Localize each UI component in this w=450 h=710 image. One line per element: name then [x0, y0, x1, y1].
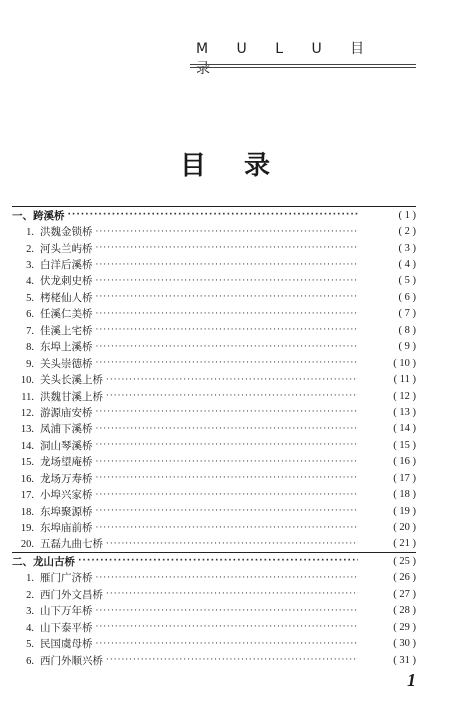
toc-entry-row[interactable] — [12, 570, 416, 586]
header-rule — [190, 64, 416, 65]
toc-page-ref: ( 28 ) — [393, 605, 416, 617]
running-header — [190, 38, 416, 77]
toc-entry-row[interactable] — [12, 503, 416, 519]
toc-leader-dots — [106, 589, 358, 599]
toc-entry-label — [12, 372, 106, 387]
toc-entry-row[interactable] — [12, 619, 416, 635]
toc-section-row[interactable] — [12, 207, 416, 223]
toc-leader-dots — [96, 639, 359, 649]
toc-page-ref: ( 21 ) — [393, 538, 416, 550]
toc-entry-row[interactable] — [12, 519, 416, 535]
toc-entry-row[interactable] — [12, 486, 416, 502]
toc-page-ref: ( 25 ) — [393, 555, 416, 567]
toc-entry-number: 5. — [26, 639, 34, 651]
toc-entry-row[interactable] — [12, 273, 416, 289]
toc-entry-title: 西门外文昌桥 — [40, 588, 103, 601]
toc-page-ref: ( 30 ) — [393, 638, 416, 650]
toc-page-ref: ( 11 ) — [393, 374, 416, 386]
toc-entry-number: 15. — [20, 457, 34, 469]
toc-entry-label — [12, 471, 96, 486]
toc-entry-number: 20. — [20, 539, 34, 551]
toc-section-row[interactable] — [12, 553, 416, 569]
toc-entry-label — [12, 273, 96, 288]
toc-entry-title: 游源庙安桥 — [40, 406, 93, 419]
toc-leader-dots — [96, 622, 359, 632]
toc-entry-title: 雁门广济桥 — [40, 572, 93, 585]
toc-entry-label — [12, 620, 96, 635]
toc-entry-title: 洪魏金锁桥 — [40, 226, 93, 239]
toc-page-ref: ( 20 ) — [393, 522, 416, 534]
toc-leader-dots — [96, 309, 359, 319]
toc-entry-title: 栲栳仙人桥 — [40, 291, 93, 304]
toc-entry-label — [12, 454, 96, 469]
toc-leader-dots — [96, 457, 359, 467]
toc-entry-title: 东埠聚源桥 — [40, 505, 93, 518]
toc-entry-number: 9. — [26, 358, 34, 370]
toc-entry-number: 12. — [20, 407, 34, 419]
toc-page-ref: ( 6 ) — [398, 291, 416, 303]
toc-entry-number: 7. — [26, 325, 34, 337]
toc-entry-row[interactable] — [12, 223, 416, 239]
toc-leader-dots — [106, 391, 358, 401]
toc-entry-number: 18. — [20, 506, 34, 518]
toc-leader-dots — [96, 276, 359, 286]
toc-entry-label — [12, 323, 96, 338]
toc-entry-label — [12, 603, 96, 618]
toc-page-ref: ( 19 ) — [393, 505, 416, 517]
toc-leader-dots — [96, 227, 359, 237]
toc-entry-row[interactable] — [12, 404, 416, 420]
toc-page-ref: ( 26 ) — [393, 572, 416, 584]
toc-entry-title: 西门外顺兴桥 — [40, 654, 103, 667]
toc-entry-title: 小埠兴家桥 — [40, 489, 93, 502]
toc-entry-label — [12, 224, 96, 239]
toc-entry-title: 龙场万寿桥 — [40, 472, 93, 485]
toc-entry-row[interactable] — [12, 371, 416, 387]
toc-entry-title: 河头兰屿桥 — [40, 242, 93, 255]
toc-entry-label — [12, 421, 96, 436]
toc-leader-dots — [96, 606, 359, 616]
toc-entry-row[interactable] — [12, 586, 416, 602]
toc-entry-number: 16. — [20, 473, 34, 485]
toc-page-ref: ( 29 ) — [393, 621, 416, 633]
toc-leader-dots — [96, 407, 359, 417]
toc-leader-dots — [96, 440, 359, 450]
toc-entry-number: 19. — [20, 523, 34, 535]
toc-entry-row[interactable] — [12, 388, 416, 404]
toc-entry-row[interactable] — [12, 355, 416, 371]
toc-entry-number: 5. — [26, 292, 34, 304]
toc-entry-title: 关头长溪上桥 — [40, 374, 103, 387]
toc-page-ref: ( 31 ) — [393, 654, 416, 666]
toc-entry-title: 民国虞母桥 — [40, 638, 93, 651]
toc-entry-label — [12, 241, 96, 256]
toc-entry-row[interactable] — [12, 421, 416, 437]
toc-entry-row[interactable] — [12, 470, 416, 486]
toc-entry-title: 洪魏甘溪上桥 — [40, 390, 103, 403]
toc-entry-number: 14. — [20, 440, 34, 452]
toc-entry-label — [12, 438, 96, 453]
toc-page-ref: ( 10 ) — [393, 357, 416, 369]
toc-leader-dots — [96, 506, 359, 516]
toc-page-ref: ( 13 ) — [393, 406, 416, 418]
toc-entry-label — [12, 520, 96, 535]
toc-entry-row[interactable] — [12, 306, 416, 322]
toc-entry-number: 6. — [26, 309, 34, 321]
toc-entry-title: 关头崇德桥 — [40, 357, 93, 370]
toc-entry-number: 4. — [26, 276, 34, 288]
toc-leader-dots — [106, 655, 358, 665]
toc-entry-row[interactable] — [12, 322, 416, 338]
toc-entry-number: 4. — [26, 622, 34, 634]
toc-page-ref: ( 1 ) — [398, 209, 416, 221]
toc-leader-dots — [78, 556, 358, 566]
toc-entry-title: 佳溪上宅桥 — [40, 324, 93, 337]
toc-entry-title: 五磊九曲七桥 — [40, 538, 103, 551]
toc-leader-dots — [96, 424, 359, 434]
toc-page-ref: ( 9 ) — [398, 341, 416, 353]
header-rule-double — [190, 67, 416, 68]
toc-entry-label — [12, 653, 106, 668]
toc-entry-number: 8. — [26, 342, 34, 354]
toc-page-ref: ( 17 ) — [393, 472, 416, 484]
toc-leader-dots — [96, 260, 359, 270]
toc-entry-row[interactable] — [12, 437, 416, 453]
toc-entry-row[interactable] — [12, 603, 416, 619]
toc-entry-title: 龙场望庵桥 — [40, 456, 93, 469]
toc-section-title: 二、龙山古桥 — [12, 555, 75, 568]
toc-entry-label — [12, 570, 96, 585]
toc-entry-title: 山下万年桥 — [40, 605, 93, 618]
toc-entry-number: 11. — [21, 391, 34, 403]
toc-entry-number: 3. — [26, 260, 34, 272]
toc-entry-label — [12, 536, 106, 551]
toc-entry-title: 东埠上溪桥 — [40, 341, 93, 354]
toc-entry-label — [12, 257, 96, 272]
toc-page-ref: ( 27 ) — [393, 588, 416, 600]
toc-entry-row[interactable] — [12, 256, 416, 272]
toc-leader-dots — [96, 358, 359, 368]
toc-entry-title: 伏龙刺史桥 — [40, 275, 93, 288]
page-title: 目录 — [179, 151, 308, 181]
toc-entry-title: 白洋后溪桥 — [40, 259, 93, 272]
toc-leader-dots — [68, 210, 359, 220]
toc-page-ref: ( 7 ) — [398, 308, 416, 320]
toc-page-ref: ( 14 ) — [393, 423, 416, 435]
toc-page-ref: ( 4 ) — [398, 259, 416, 271]
toc-leader-dots — [96, 292, 359, 302]
toc-entry-title: 东埠庙前桥 — [40, 522, 93, 535]
toc-entry-label — [12, 290, 96, 305]
toc-entry-label — [12, 587, 106, 602]
toc-leader-dots — [96, 523, 359, 533]
toc-entry-title: 山下泰平桥 — [40, 621, 93, 634]
toc-leader-dots — [106, 539, 358, 549]
toc-entry-label — [12, 636, 96, 651]
toc-page-ref: ( 16 ) — [393, 456, 416, 468]
toc-entry-row[interactable] — [12, 289, 416, 305]
toc-entry-number: 2. — [26, 589, 34, 601]
toc-entry-row[interactable] — [12, 635, 416, 651]
toc-entry-label — [12, 356, 96, 371]
running-header-text: M U L U 目 录 — [196, 41, 377, 77]
toc-entry-title: 凤浦下溪桥 — [40, 423, 93, 436]
toc-entry-number: 10. — [20, 375, 34, 387]
page-number: 1 — [407, 670, 416, 690]
toc-entry-row[interactable] — [12, 454, 416, 470]
toc-page-ref: ( 2 ) — [398, 226, 416, 238]
toc-leader-dots — [96, 573, 359, 583]
toc-leader-dots — [96, 243, 359, 253]
toc-section-title: 一、跨溪桥 — [12, 209, 65, 222]
toc-entry-number: 6. — [26, 655, 34, 667]
toc-entry-label — [12, 389, 106, 404]
toc-entry-label — [12, 405, 96, 420]
toc-leader-dots — [96, 342, 359, 352]
toc-entry-row[interactable] — [12, 652, 416, 668]
toc-leader-dots — [96, 473, 359, 483]
toc-page-ref: ( 8 ) — [398, 324, 416, 336]
toc-page-ref: ( 5 ) — [398, 275, 416, 287]
toc-leader-dots — [106, 375, 358, 385]
toc-leader-dots — [96, 490, 359, 500]
toc-entry-label — [12, 504, 96, 519]
toc-entry-row[interactable] — [12, 240, 416, 256]
toc-entry-row[interactable] — [12, 536, 416, 552]
toc-entry-number: 13. — [20, 424, 34, 436]
toc-page-ref: ( 18 ) — [393, 489, 416, 501]
toc-page-ref: ( 12 ) — [393, 390, 416, 402]
toc-entry-label — [12, 339, 96, 354]
toc-entry-row[interactable] — [12, 339, 416, 355]
toc-entry-number: 2. — [26, 243, 34, 255]
toc-entry-label — [12, 487, 96, 502]
toc-entry-number: 1. — [26, 573, 34, 585]
toc-entry-number: 17. — [20, 490, 34, 502]
table-of-contents — [12, 207, 416, 668]
toc-entry-label — [12, 306, 96, 321]
toc-entry-title: 洞山琴溪桥 — [40, 439, 93, 452]
toc-entry-number: 1. — [26, 227, 34, 239]
toc-page-ref: ( 3 ) — [398, 242, 416, 254]
toc-entry-number: 3. — [26, 606, 34, 618]
toc-page-ref: ( 15 ) — [393, 439, 416, 451]
toc-entry-title: 任溪仁美桥 — [40, 308, 93, 321]
toc-leader-dots — [96, 325, 359, 335]
